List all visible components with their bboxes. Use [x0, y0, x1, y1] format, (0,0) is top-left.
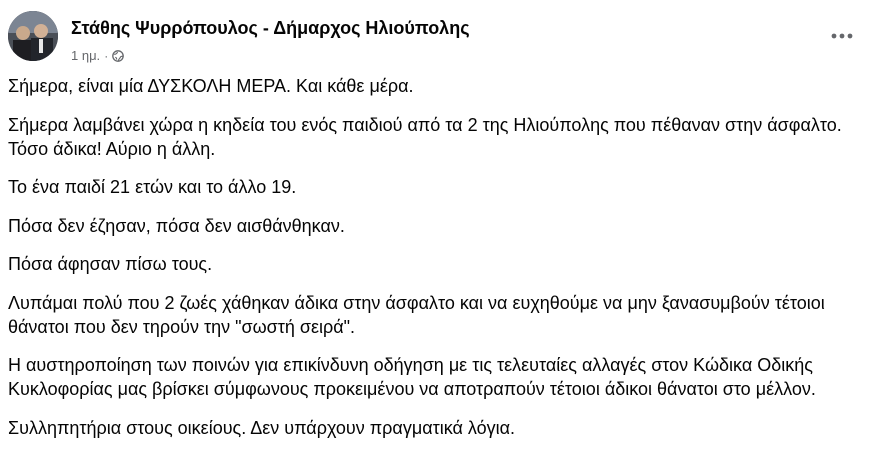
- post-paragraph: Λυπάμαι πολύ που 2 ζωές χάθηκαν άδικα στην άσφαλτο και να ευχηθούμε να μην ξανασυμβούν τέτοιοι θάνατοι που δεν τηρούν την "σωστή σειρά".: [8, 292, 825, 337]
- globe-icon: [112, 50, 124, 62]
- more-options-icon[interactable]: [826, 24, 858, 48]
- post-body: [8, 74, 870, 454]
- post-paragraph: Πόσα δεν έζησαν, πόσα δεν αισθάνθηκαν.: [8, 215, 345, 236]
- post-header: [8, 8, 870, 64]
- post-paragraph: Η αυστηροποίηση των ποινών για επικίνδυνη οδήγηση με τις τελευταίες αλλαγές στον Κώδικα Οδικής Κυκλοφορίας μας βρίσκει σύμφωνους προκειμένου να αποτραπούν τέτοιοι άδικοι θάνατοι στο μέλλον.: [8, 355, 816, 399]
- post-paragraph: Το ένα παιδί 21 ετών και το άλλο 19.: [8, 177, 297, 197]
- author-name[interactable]: Στάθης Ψυρρόπουλος - Δήμαρχος Ηλιούπολης: [71, 18, 470, 38]
- post-timestamp[interactable]: 1 ημ.: [71, 48, 101, 63]
- avatar[interactable]: [8, 11, 58, 61]
- post-paragraph: Σήμερα, είναι μία ΔΥΣΚΟΛΗ ΜΕΡΑ. Και κάθε μέρα.: [8, 76, 414, 96]
- post-meta: [71, 48, 124, 63]
- meta-separator: ·: [104, 48, 109, 63]
- post-paragraph: Συλληπητήρια στους οικείους. Δεν υπάρχουν πραγματικά λόγια.: [8, 417, 516, 438]
- post-paragraph: Πόσα άφησαν πίσω τους.: [8, 254, 213, 274]
- post-paragraph: Σήμερα λαμβάνει χώρα η κηδεία του ενός παιδιού από τα 2 της Ηλιούπολης που πέθαναν στην άσφαλτο. Τόσο άδικα! Αύριο η άλλη.: [8, 114, 842, 159]
